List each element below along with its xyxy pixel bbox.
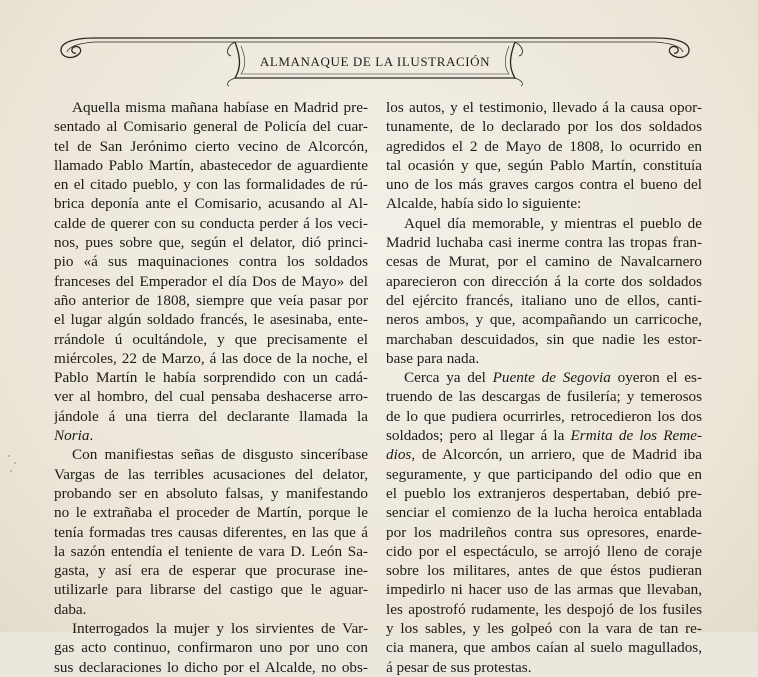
italic-text: Noria — [54, 427, 90, 445]
text-line: y los sables, y les golpeó con la vara de tan re- — [386, 620, 702, 638]
text-line: cido por el espectáculo, se arrojó lleno de coraje — [386, 542, 702, 560]
text-segment: , de Alcorcón, un arriero, que de Madrid iba — [411, 446, 702, 464]
text-line: Con manifiestas señas de disgusto sinceríbase — [72, 446, 368, 464]
text-line: utilizarle para librarse del castigo que le aguar- — [54, 581, 368, 599]
text-line: de lo que pudiera ocurrirles, retrocedieron los dos — [386, 407, 702, 425]
text-segment: . — [89, 427, 94, 445]
text-line: Aquel día memorable, y mientras el pueblo de — [404, 214, 702, 232]
text-line: el lugar algún soldado francés, le asesinaba, ente- — [54, 311, 368, 329]
text-line — [386, 368, 702, 387]
text-line: marchaban descuidados, sin que nadie les estor- — [386, 330, 702, 348]
text-line: les apostrofó rudamente, les despojó de los fusiles — [386, 600, 702, 618]
text-segment: soldados; pero al llegar á la — [386, 427, 571, 445]
page-header — [55, 28, 695, 88]
text-line: cesas de Murat, por el camino de Navalcarnero — [386, 253, 702, 271]
text-line: la sazón entendía el teniente de vara D. León Sa- — [54, 542, 368, 560]
paper-speck — [14, 462, 16, 464]
text-line: franceses del Emperador el día Dos de Mayo» del — [54, 272, 368, 290]
paper-speck — [8, 455, 10, 457]
text-line: llamado Pablo Martín, abastecedor de aguardiente — [54, 156, 368, 174]
paper-speck — [10, 470, 12, 472]
text-line: los autos, y el testimonio, llevado á la causa opor- — [386, 99, 702, 116]
text-line: senciar el comienzo de la lucha heroica entablada — [386, 504, 702, 522]
text-line: brica deponía ante el Comisario, acusando al Al- — [54, 195, 368, 213]
text-line: pio «á sus maquinaciones contra los soldados — [54, 253, 368, 271]
text-line: año anterior de 1808, siempre que veía pasar por — [54, 291, 368, 309]
text-line: Aquella misma mañana habíase en Madrid pre- — [72, 99, 368, 116]
text-line — [54, 426, 368, 445]
text-line: en el citado pueblo, y con las formalidades de rú- — [54, 176, 368, 194]
text-line: uno de los más graves cargos contra el bueno del — [386, 176, 702, 194]
text-line: nos, pues sobre que, según el delator, dió princi- — [54, 234, 368, 252]
text-segment: Cerca ya del — [404, 369, 493, 387]
text-line — [386, 426, 702, 445]
text-line: cia manera, que ambos caían al suelo magullados, — [386, 639, 702, 657]
text-line: jándole á una tierra del declarante llamada la — [54, 407, 368, 425]
text-line: truendo de las descargas de fusilería; y temerosos — [386, 388, 702, 406]
text-line: gas acto continuo, confirmaron uno por uno con — [54, 639, 368, 657]
text-line: sobre los militares, antes de que éstos pudieran — [386, 562, 702, 580]
text-line: aparecieron con dirección á la corte dos soldados — [386, 272, 702, 290]
text-line: del ejército francés, italiano uno de ellos, canti- — [386, 291, 702, 309]
text-line: neros ambos, y que, acompañando un carricoche, — [386, 311, 702, 329]
text-line: por los madrileños contra sus opresores, enarde- — [386, 523, 702, 541]
text-line: ver al hombro, del cual pensaba deshacerse arro- — [54, 388, 368, 406]
italic-text: Puente de Segovia — [492, 369, 611, 387]
text-line: Interrogados la mujer y los sirvientes de Var- — [72, 620, 368, 638]
text-line: Madrid luchaba casi inerme contra las tropas fran- — [386, 234, 702, 252]
text-line: Vargas de las terribles acusaciones del delator, — [54, 465, 368, 483]
italic-text: Ermita de los Reme- — [570, 427, 702, 445]
text-line: tunamente, de lo declarado por los dos soldados — [386, 118, 702, 136]
text-line: rrándole ú ocultándole, y que precisamente el — [54, 330, 368, 348]
italic-text: dios — [386, 446, 412, 464]
text-line — [386, 445, 702, 464]
text-line: sentado al Comisario general de Policía del cuar- — [54, 118, 368, 136]
text-segment: oyeron el es- — [610, 369, 702, 387]
text-line: Pablo Martín le había sorprendido con un cadá- — [54, 369, 368, 387]
text-line: impedirlo ni hacer uso de las armas que llevaban, — [386, 581, 702, 599]
text-line: calde de querer con su conducta perder á los veci- — [54, 214, 368, 232]
left-text-column — [54, 98, 368, 677]
running-header-title: ALMANAQUE DE LA ILUSTRACIÓN — [259, 54, 491, 69]
text-line: agredidos el 2 de Mayo de 1808, lo ocurrido en — [386, 137, 702, 155]
text-line: seguramente, y que participando del odio que en — [386, 465, 702, 483]
text-line: gasta, y así era de esperar que procurase ine- — [54, 562, 368, 580]
right-text-column — [386, 98, 702, 677]
text-line: á pesar de sus protestas. — [386, 658, 532, 676]
text-line: tenía formadas tres causas diferentes, en las que á — [54, 523, 368, 541]
text-line: probando ser en absoluto falsas, y manifestando — [54, 484, 368, 502]
text-line: Alcalde, había sido lo siguiente: — [386, 195, 582, 213]
text-line: miércoles, 22 de Marzo, á las doce de la noche, el — [54, 349, 368, 367]
text-line: tal ocasión y que, según Pablo Martín, constituía — [386, 156, 702, 174]
text-line: base para nada. — [386, 349, 480, 367]
text-line: no le extrañaba el proceder de Martín, porque le — [54, 504, 368, 522]
text-line: el pueblo los extranjeros despertaban, debió pre- — [386, 484, 702, 502]
text-line: daba. — [54, 600, 87, 618]
text-line: sus declaraciones lo dicho por el Alcalde, no obs- — [54, 658, 368, 676]
text-line: tel de San Jerónimo cierto vecino de Alcorcón, — [54, 137, 368, 155]
